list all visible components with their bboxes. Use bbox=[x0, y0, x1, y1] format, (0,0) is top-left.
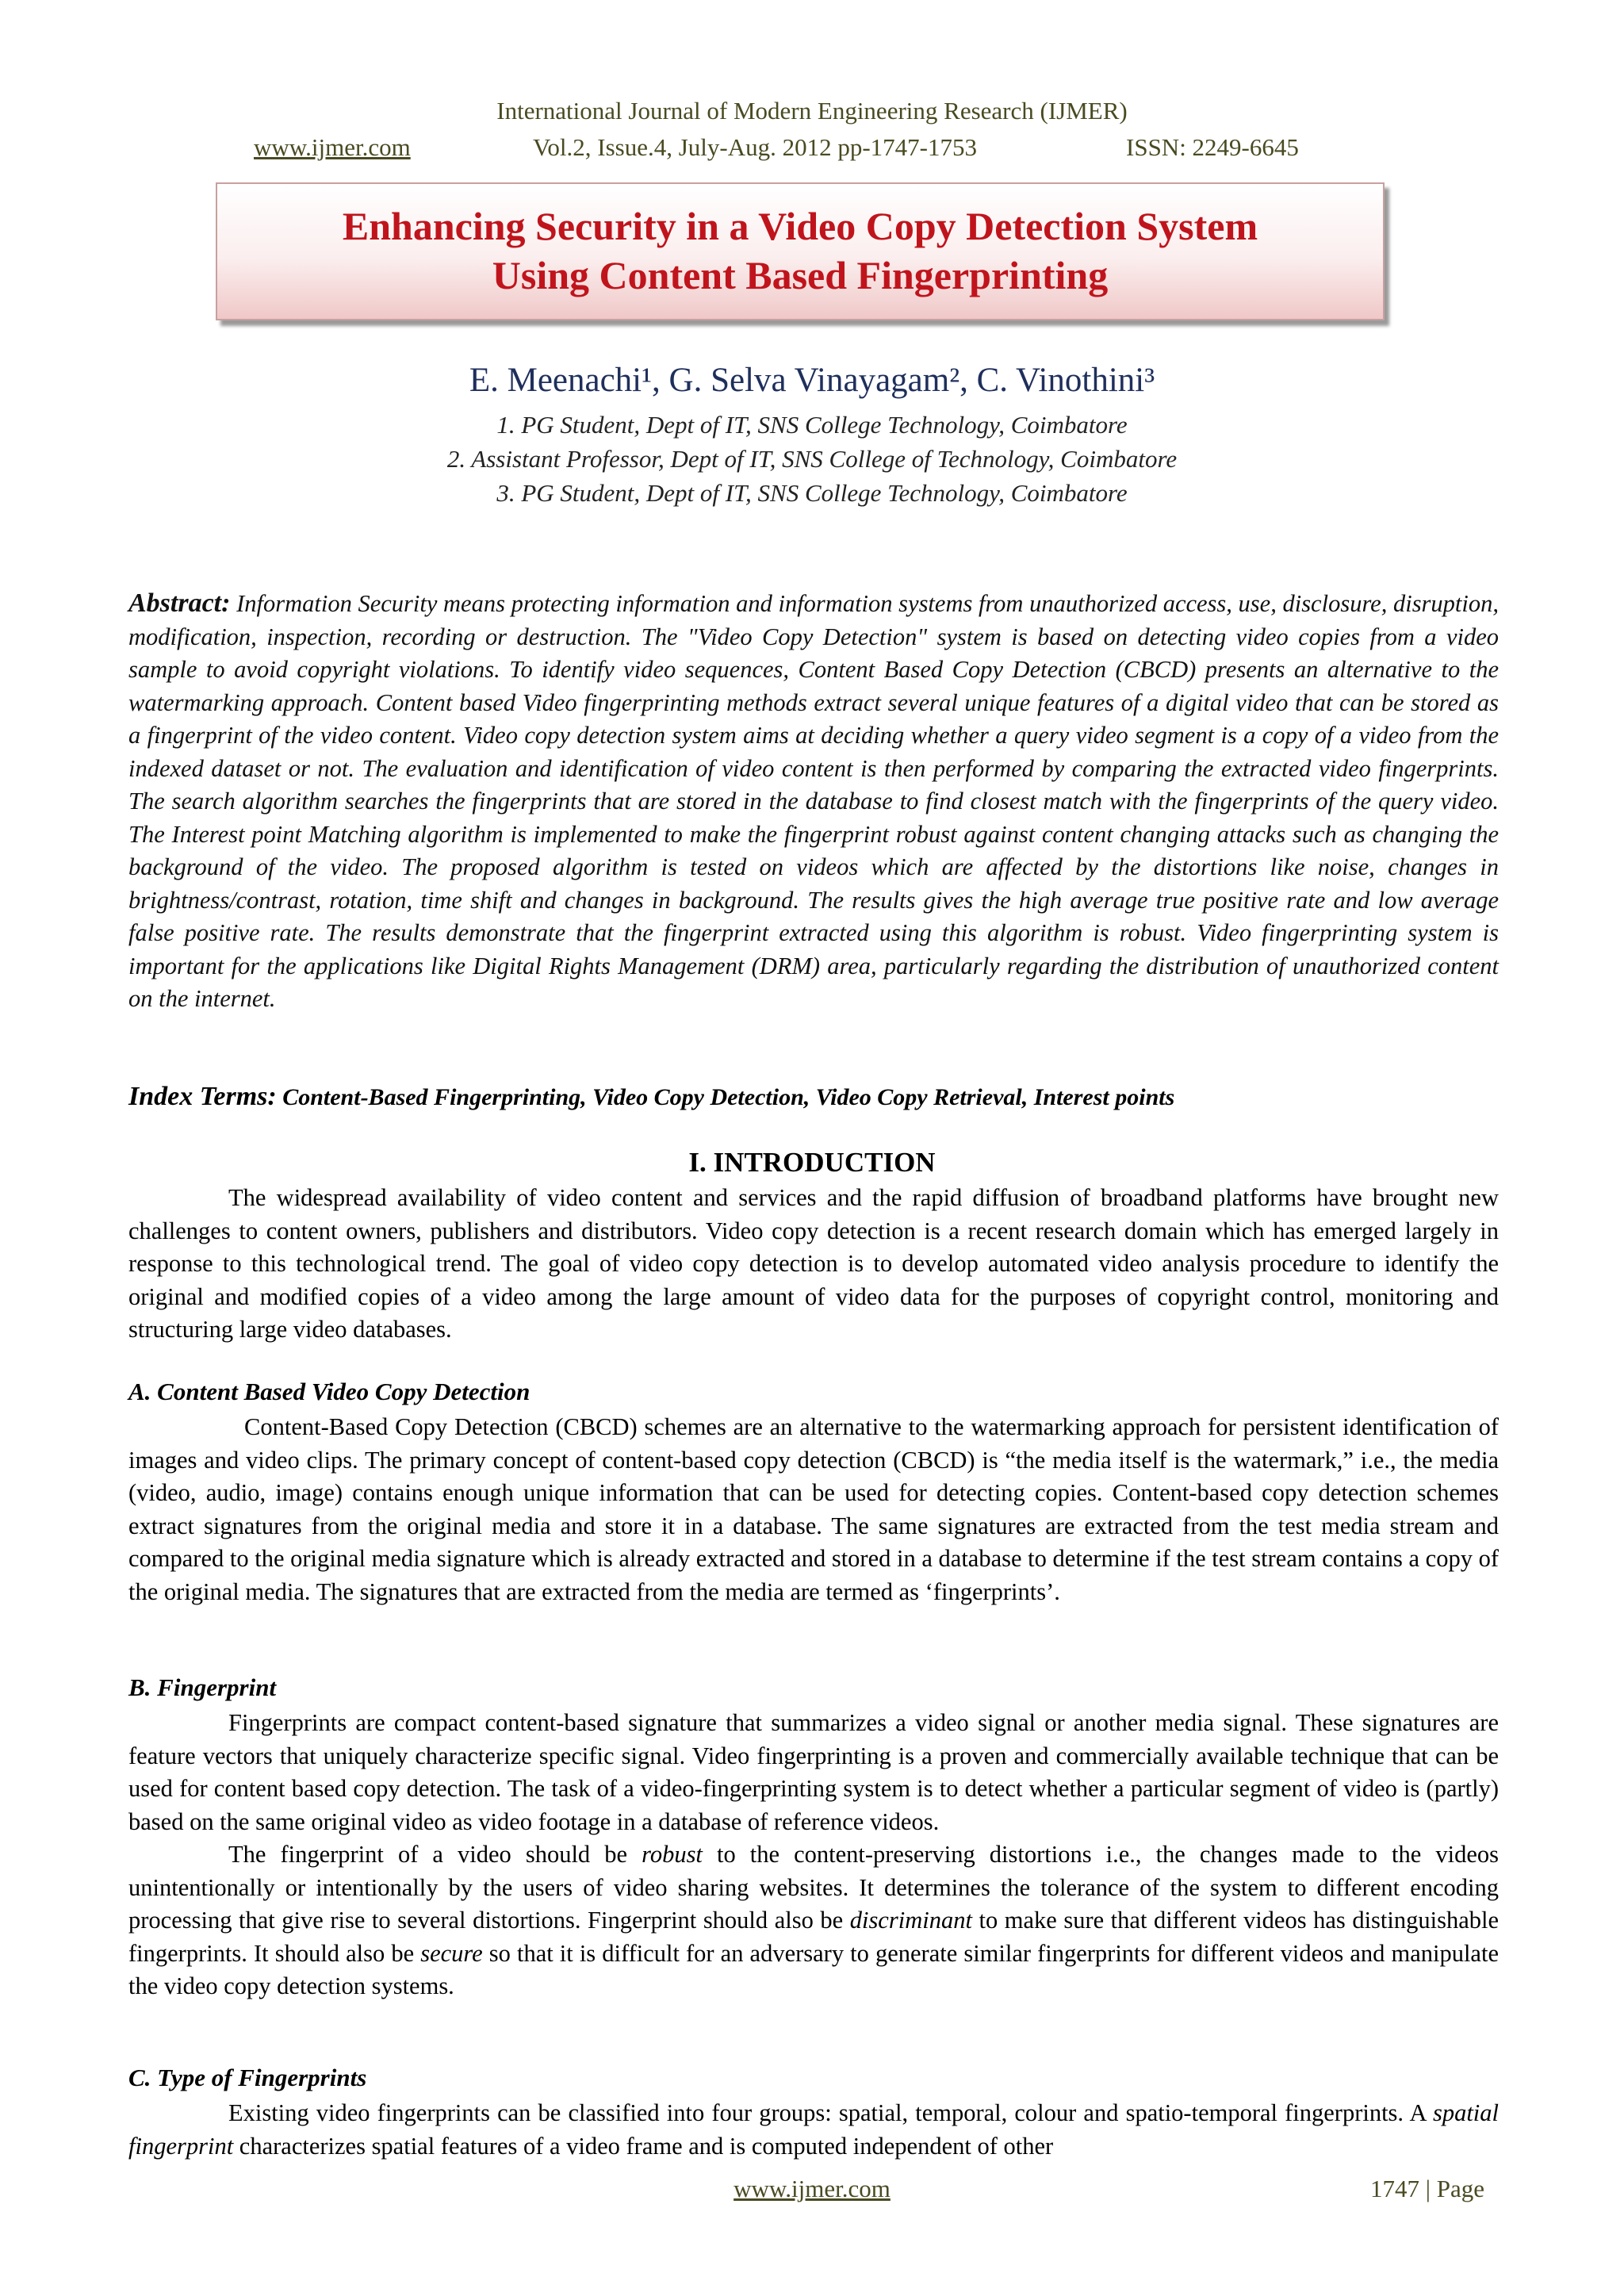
affiliation-2: 2. Assistant Professor, Dept of IT, SNS College of Technology, Coimbatore bbox=[446, 445, 1178, 473]
index-terms-text: Content-Based Fingerprinting, Video Copy Detection, Video Copy Retrieval, Interest points bbox=[282, 1084, 1175, 1110]
section-b-p2-part-1: The fingerprint of a video should be bbox=[228, 1841, 642, 1868]
term-secure: secure bbox=[420, 1939, 483, 1967]
section-heading-introduction: I. INTRODUCTION bbox=[688, 1147, 936, 1178]
abstract-text: Information Security means protecting information and information systems from unauthorized access, use, disclosure, disruption, modification, inspection, recording or destruction. The "Video Copy Detection" system is based on detecting video copies from a video sample to avoid copyright violations. To identify video sequences, Content Based Copy Detection (CBCD) presents an alternative to the watermarking approach. Content based Video fingerprinting methods extract several unique features of a digital video that can be stored as a fingerprint of the video content. Video copy detection system aims at deciding whether a query video segment is a copy of a video from the indexed dataset or not. The evaluation and identification of video content is then performed by comparing the extracted video fingerprints. The search algorithm searches the fingerprints that are stored in the database to find closest match with the fingerprints of the query video. The Interest point Matching algorithm is implemented to make the fingerprint robust against content changing attacks such as changing the background of the video. The proposed algorithm is tested on videos which are affected by the distortions like noise, changes in brightness/contrast, rotation, time shift and changes in background. The results gives the high average true positive rate and low average false positive rate. The results demonstrate that the fingerprint extracted using this algorithm is robust. Video fingerprinting system is important for the applications like Digital Rights Management (DRM) area, particularly regarding the distribution of unauthorized content on the internet. bbox=[128, 590, 1500, 1012]
term-discriminant: discriminant bbox=[849, 1907, 972, 1934]
subsection-heading-c: C. Type of Fingerprints bbox=[128, 2064, 367, 2091]
paper-title-line-2: Using Content Based Fingerprinting bbox=[492, 253, 1109, 297]
abstract-label: Abstract: bbox=[128, 588, 231, 618]
journal-name: International Journal of Modern Engineering Research (IJMER) bbox=[496, 97, 1128, 125]
abstract bbox=[128, 587, 1499, 1016]
section-c-paragraph bbox=[128, 2097, 1499, 2163]
section-a-body bbox=[128, 1411, 1499, 1608]
issn: ISSN: 2249-6645 bbox=[1126, 133, 1299, 161]
authors: E. Meenachi¹, G. Selva Vinayagam², C. Vinothini³ bbox=[469, 362, 1155, 399]
journal-url-link[interactable]: www.ijmer.com bbox=[254, 133, 411, 161]
journal-header-row bbox=[254, 133, 1324, 165]
section-b-p2-part-4: so that it is difficult for an adversary to generate similar fingerprints for different videos and manipulate the video copy detection systems. bbox=[128, 1939, 1499, 1999]
section-b-paragraph-1: Fingerprints are compact content-based signature that summarizes a video signal or another media signal. These signatures are feature vectors that uniquely characterize specific signal. Video fingerprinting is a proven and commercially available technique that can be used for content based copy detection. The task of a video-fingerprinting system is to detect whether a particular segment of video is (partly) based on the same original video as video footage in a database of reference videos. bbox=[128, 1709, 1499, 1835]
index-terms-label: Index Terms: bbox=[128, 1082, 277, 1111]
section-c-part-2: characterizes spatial features of a video frame and is computed independent of other bbox=[233, 2132, 1054, 2160]
section-c-body bbox=[128, 2097, 1499, 2163]
intro-paragraph: The widespread availability of video content and services and the rapid diffusion of broadband platforms have brought new challenges to content owners, publishers and distributors. Video copy detection is a recent research domain which has emerged largely in response to this technological trend. The goal of video copy detection is to develop automated video analysis procedure to identify the original and modified copies of a video among the large amount of video data for the purposes of copyright control, monitoring and structuring large video databases. bbox=[128, 1184, 1499, 1343]
affiliation-1: 1. PG Student, Dept of IT, SNS College Technology, Coimbatore bbox=[496, 411, 1128, 439]
index-terms bbox=[128, 1080, 1499, 1114]
page-number: 1747 | Page bbox=[1370, 2175, 1484, 2202]
intro-body bbox=[128, 1182, 1499, 1347]
title-box bbox=[216, 182, 1385, 320]
section-b-p2-part-2: to the content-preserving distortions i.e., the changes made to the videos unintentionally or intentionally by the users of video sharing websites. It determines the tolerance of the system to different encoding processing that give rise to several distortions. Fingerprint should also be bbox=[128, 1841, 1500, 1934]
section-a-paragraph: Content-Based Copy Detection (CBCD) schemes are an alternative to the watermarking approach for persistent identification of images and video clips. The primary concept of content-based copy detection (CBCD) is “the media itself is the watermark,” i.e., the media (video, audio, image) contains enough unique information that can be used for detecting copies. Content-based copy detection schemes extract signatures from the original media and store it in a database. The same signatures are extracted from the test media stream and compared to the original media signature which is already extracted and stored in a database to determine if the test stream contains a copy of the original media. The signatures that are extracted from the media are termed as ‘fingerprints’. bbox=[128, 1413, 1499, 1605]
footer-url-link[interactable]: www.ijmer.com bbox=[733, 2175, 891, 2202]
section-b-paragraph-2 bbox=[128, 1838, 1499, 2003]
volume-info: Vol.2, Issue.4, July-Aug. 2012 pp-1747-1753 bbox=[533, 133, 977, 161]
paper-title-line-1: Enhancing Security in a Video Copy Detection System bbox=[342, 204, 1258, 248]
term-robust: robust bbox=[642, 1841, 703, 1868]
section-c-part-1: Existing video fingerprints can be classified into four groups: spatial, temporal, colour and spatio-temporal fingerprints. A bbox=[228, 2099, 1433, 2126]
section-b-p2-part-3: to make sure that different videos has distinguishable fingerprints. It should also be bbox=[128, 1907, 1500, 1967]
section-b-body bbox=[128, 1707, 1499, 2003]
affiliation-3: 3. PG Student, Dept of IT, SNS College Technology, Coimbatore bbox=[496, 479, 1128, 507]
term-spatial-fingerprint: spatial fingerprint bbox=[128, 2099, 1499, 2160]
subsection-heading-a: A. Content Based Video Copy Detection bbox=[128, 1378, 530, 1405]
subsection-heading-b: B. Fingerprint bbox=[128, 1673, 277, 1701]
